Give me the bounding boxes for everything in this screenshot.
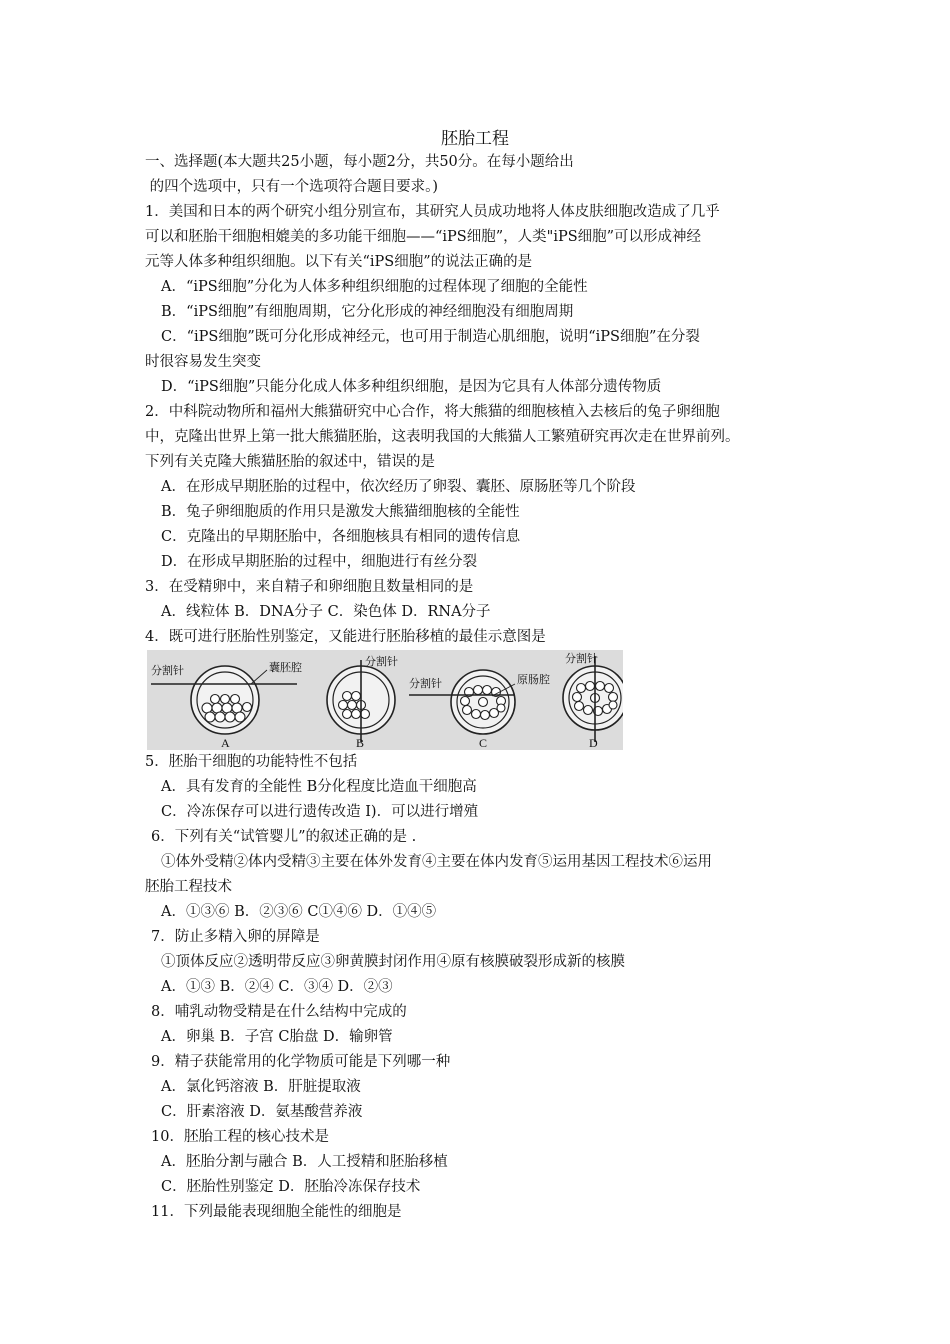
- text-line: 元等人体多种组织细胞。以下有关“iPS细胞”的说法正确的是: [145, 254, 533, 270]
- text-line: D．在形成早期胚胎的过程中，细胞进行有丝分裂: [161, 554, 478, 570]
- label-a: A: [221, 736, 230, 750]
- text-line: 2．中科院动物所和福州大熊猫研究中心合作，将大熊猫的细胞核植入去核后的兔子卵细胞: [145, 404, 720, 420]
- text-line: 7．防止多精入卵的屏障是: [151, 929, 320, 945]
- text-line: B．兔子卵细胞质的作用只是激发大熊猫细胞核的全能性: [161, 504, 520, 520]
- embryo-diagram-svg: [147, 650, 623, 750]
- needle-label-a: 分割针: [151, 665, 184, 677]
- questions-block-2: [145, 750, 825, 1225]
- text-line: 中，克隆出世界上第一批大熊猫胚胎，这表明我国的大熊猫人工繁殖研究再次走在世界前列。: [145, 429, 740, 445]
- text-line: B．“iPS细胞”有细胞周期，它分化形成的神经细胞没有细胞周期: [161, 304, 574, 320]
- text-line: C．冷冻保存可以进行遗传改造 I)．可以进行增殖: [161, 804, 479, 820]
- document-body: [145, 150, 825, 1225]
- text-line: ①顶体反应②透明带反应③卵黄膜封闭作用④原有核膜破裂形成新的核膜: [161, 954, 625, 970]
- text-line: 8．哺乳动物受精是在什么结构中完成的: [151, 1004, 407, 1020]
- text-line: 5．胚胎干细胞的功能特性不包括: [145, 754, 358, 770]
- text-line: ①体外受精②体内受精③主要在体外发育④主要在体内发育⑤运用基因工程技术⑥运用: [161, 854, 712, 870]
- text-line: C．胚胎性别鉴定 D．胚胎冷冻保存技术: [161, 1179, 421, 1195]
- text-line: 4．既可进行胚胎性别鉴定，又能进行胚胎移植的最佳示意图是: [145, 629, 546, 645]
- needle-label-d: 分割针: [565, 653, 598, 665]
- text-line: 3．在受精卵中，来自精子和卵细胞且数量相同的是: [145, 579, 474, 595]
- blastocoel-label: 囊胚腔: [269, 662, 302, 674]
- text-line: 9．精子获能常用的化学物质可能是下列哪一种: [151, 1054, 451, 1070]
- text-line: A．卵巢 B．子宫 C胎盘 D．输卵管: [161, 1029, 393, 1045]
- text-line: 胚胎工程技术: [145, 879, 232, 895]
- text-line: 11．下列最能表现细胞全能性的细胞是: [151, 1204, 402, 1220]
- text-line: 可以和胚胎干细胞相媲美的多功能干细胞——“iPS细胞”，人类"iPS细胞”可以形成神经: [145, 229, 702, 245]
- label-c: C: [479, 736, 488, 750]
- text-line: D．“iPS细胞”只能分化成人体多种组织细胞，是因为它具有人体部分遗传物质: [161, 379, 662, 395]
- archenteron-label: 原肠腔: [517, 674, 550, 686]
- needle-label-c: 分割针: [409, 678, 442, 690]
- label-b: B: [356, 736, 365, 750]
- text-line: A．①③⑥ B．②③⑥ C①④⑥ D．①④⑤: [161, 904, 437, 920]
- text-line: A．胚胎分割与融合 B．人工授精和胚胎移植: [161, 1154, 448, 1170]
- text-line: A．氯化钙溶液 B．肝脏提取液: [161, 1079, 361, 1095]
- text-line: 下列有关克隆大熊猫胚胎的叙述中，错误的是: [145, 454, 435, 470]
- text-line: A．线粒体 B．DNA分子 C．染色体 D．RNA分子: [161, 604, 491, 620]
- needle-label-b: 分割针: [365, 656, 398, 668]
- embryo-diagram: [145, 650, 825, 750]
- text-line: A．“iPS细胞”分化为人体多种组织细胞的过程体现了细胞的全能性: [161, 279, 588, 295]
- text-line: A．具有发育的全能性 B分化程度比造血干细胞高: [161, 779, 477, 795]
- document-title: 胚胎工程: [441, 129, 509, 149]
- text-line: A．①③ B．②④ C．③④ D．②③: [161, 979, 393, 995]
- text-line: 6．下列有关“试管婴儿”的叙述正确的是 .: [151, 829, 417, 845]
- text-line: C．肝素溶液 D．氨基酸营养液: [161, 1104, 363, 1120]
- text-line: 时很容易发生突变: [145, 354, 261, 370]
- section-header-line: 一、选择题(本大题共25小题，每小题2分，共50分。在每小题给出: [145, 154, 574, 170]
- text-line: 1．美国和日本的两个研究小组分别宣布，其研究人员成功地将人体皮肤细胞改造成了几乎: [145, 204, 720, 220]
- label-d: D: [589, 736, 598, 750]
- section-header-line: 的四个选项中，只有一个选项符合题目要求。): [145, 179, 439, 195]
- text-line: A．在形成早期胚胎的过程中，依次经历了卵裂、囊胚、原肠胚等几个阶段: [161, 479, 636, 495]
- text-line: C．“iPS细胞”既可分化形成神经元，也可用于制造心肌细胞，说明“iPS细胞”在分裂: [161, 329, 700, 345]
- text-line: 10．胚胎工程的核心技术是: [151, 1129, 329, 1145]
- text-line: C．克隆出的早期胚胎中，各细胞核具有相同的遗传信息: [161, 529, 521, 545]
- questions-block-1: [145, 200, 825, 650]
